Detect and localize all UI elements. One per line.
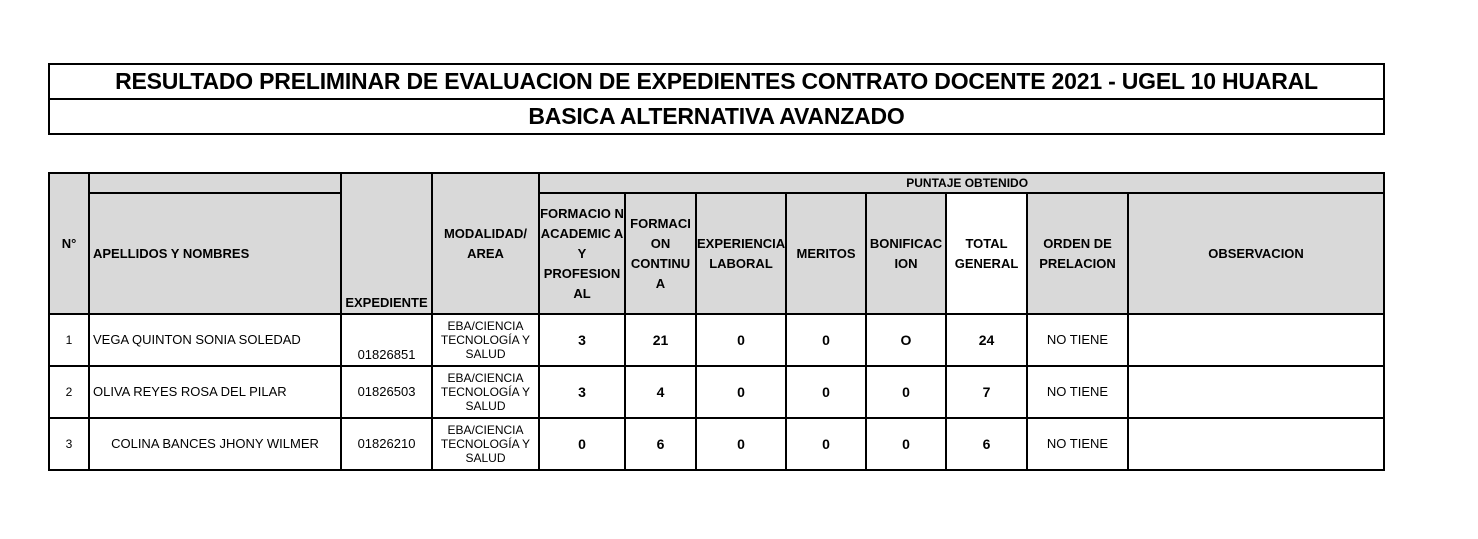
header-puntaje-obtenido: PUNTAJE OBTENIDO: [539, 173, 1384, 193]
row-formacion-continua: 4: [625, 366, 696, 418]
row-expediente: 01826210: [341, 418, 432, 470]
header-numero: N°: [49, 173, 89, 314]
row-bonificacion: 0: [866, 366, 946, 418]
row-formacion-continua: 6: [625, 418, 696, 470]
row-meritos: 0: [786, 366, 866, 418]
header-observacion: OBSERVACION: [1128, 193, 1384, 314]
header-expediente: EXPEDIENTE: [341, 173, 432, 314]
row-observacion: [1128, 314, 1384, 366]
row-number: 1: [49, 314, 89, 366]
table-row: [49, 366, 1384, 418]
row-expediente: 01826503: [341, 366, 432, 418]
row-experiencia: 0: [696, 366, 786, 418]
document-header: [48, 63, 1385, 135]
row-formacion-academica: 3: [539, 314, 625, 366]
document-subtitle: BASICA ALTERNATIVA AVANZADO: [50, 98, 1383, 133]
header-formacion-continua: FORMACI ON CONTINU A: [625, 193, 696, 314]
row-modalidad: EBA/CIENCIA TECNOLOGÍA Y SALUD: [432, 418, 539, 470]
row-total: 7: [946, 366, 1027, 418]
header-orden-prelacion: ORDEN DE PRELACION: [1027, 193, 1128, 314]
row-experiencia: 0: [696, 418, 786, 470]
row-orden: NO TIENE: [1027, 366, 1128, 418]
row-formacion-continua: 21: [625, 314, 696, 366]
row-experiencia: 0: [696, 314, 786, 366]
row-total: 6: [946, 418, 1027, 470]
header-total-general: TOTAL GENERAL: [946, 193, 1027, 314]
header-bonificacion: BONIFICAC ION: [866, 193, 946, 314]
header-modalidad: MODALIDAD/ AREA: [432, 173, 539, 314]
row-modalidad: EBA/CIENCIA TECNOLOGÍA Y SALUD: [432, 366, 539, 418]
row-bonificacion: 0: [866, 418, 946, 470]
header-apellidos-nombres: APELLIDOS Y NOMBRES: [89, 193, 341, 314]
row-modalidad: EBA/CIENCIA TECNOLOGÍA Y SALUD: [432, 314, 539, 366]
header-blank: [89, 173, 341, 193]
row-total: 24: [946, 314, 1027, 366]
row-observacion: [1128, 418, 1384, 470]
row-number: 3: [49, 418, 89, 470]
header-formacion-academica: FORMACIO N ACADEMIC A Y PROFESION AL: [539, 193, 625, 314]
row-orden: NO TIENE: [1027, 314, 1128, 366]
row-meritos: 0: [786, 418, 866, 470]
row-orden: NO TIENE: [1027, 418, 1128, 470]
row-expediente: 01826851: [341, 314, 432, 366]
row-meritos: 0: [786, 314, 866, 366]
row-number: 2: [49, 366, 89, 418]
row-formacion-academica: 0: [539, 418, 625, 470]
table-row: [49, 314, 1384, 366]
row-nombre: COLINA BANCES JHONY WILMER: [89, 418, 341, 470]
row-observacion: [1128, 366, 1384, 418]
row-formacion-academica: 3: [539, 366, 625, 418]
header-meritos: MERITOS: [786, 193, 866, 314]
row-bonificacion: O: [866, 314, 946, 366]
row-nombre: OLIVA REYES ROSA DEL PILAR: [89, 366, 341, 418]
table-row: [49, 418, 1384, 470]
header-experiencia-laboral: EXPERIENCIA LABORAL: [696, 193, 786, 314]
results-table: [48, 172, 1385, 471]
row-nombre: VEGA QUINTON SONIA SOLEDAD: [89, 314, 341, 366]
document-title: RESULTADO PRELIMINAR DE EVALUACION DE EXPEDIENTES CONTRATO DOCENTE 2021 - UGEL 10 HUARAL: [115, 68, 1318, 94]
